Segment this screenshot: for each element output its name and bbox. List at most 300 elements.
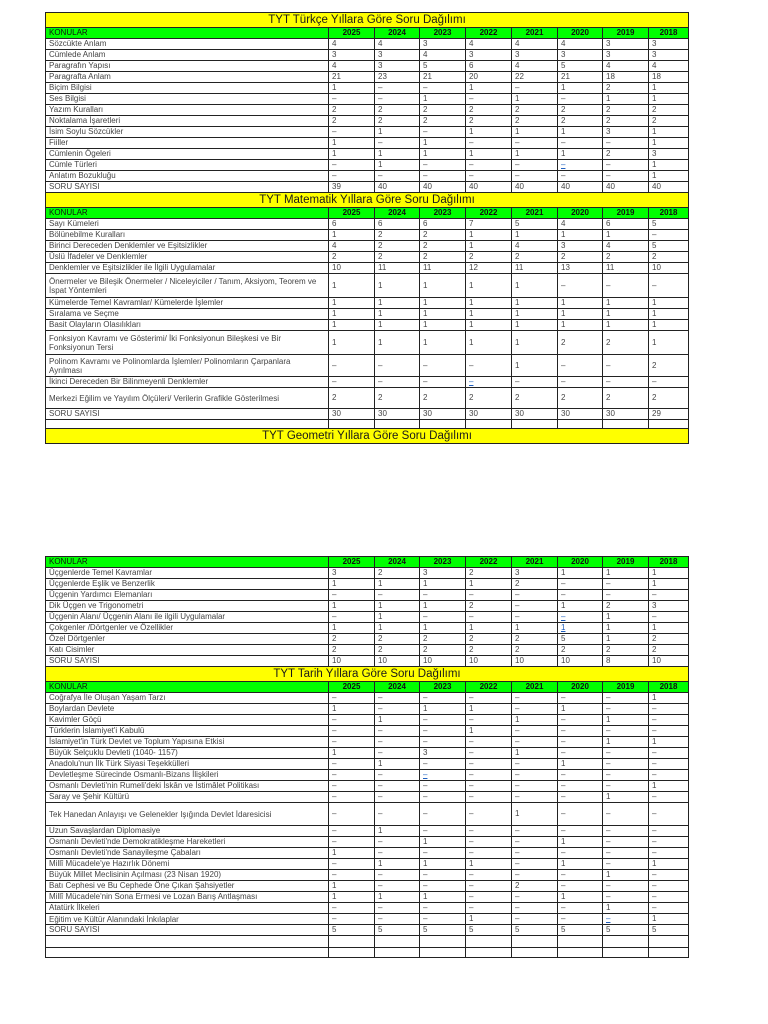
table-row — [46, 320, 689, 331]
count-cell: 1 — [420, 892, 466, 903]
cell-link[interactable]: – — [469, 377, 474, 386]
count-cell: 2 — [558, 331, 603, 355]
count-cell: 2 — [420, 388, 466, 409]
count-cell: 4 — [329, 241, 375, 252]
count-cell: – — [329, 737, 375, 748]
count-cell: – — [558, 826, 603, 837]
topic-cell: Sayı Kümeleri — [46, 219, 329, 230]
konular-header: KONULAR — [46, 682, 329, 693]
count-cell: 3 — [558, 241, 603, 252]
count-cell: – — [329, 859, 375, 870]
empty-cell — [558, 420, 603, 429]
table-row — [46, 612, 689, 623]
count-cell: 1 — [329, 309, 375, 320]
count-cell: 1 — [603, 230, 649, 241]
topic-cell: Birinci Dereceden Denklemler ve Eşitsizlikler — [46, 241, 329, 252]
topic-cell: Coğrafya İle Oluşan Yaşam Tarzı — [46, 693, 329, 704]
topic-cell: Millî Mücadele'nin Sona Ermesi ve Lozan Barış Antlaşması — [46, 892, 329, 903]
count-cell: 2 — [420, 116, 466, 127]
count-cell: – — [466, 770, 512, 781]
count-cell: 1 — [649, 568, 689, 579]
count-cell: – — [649, 274, 689, 298]
count-cell: 1 — [375, 274, 420, 298]
count-cell: – — [329, 759, 375, 770]
count-cell: 1 — [558, 568, 603, 579]
count-cell: – — [420, 903, 466, 914]
count-cell: 4 — [466, 39, 512, 50]
count-cell: 2 — [512, 645, 558, 656]
topic-cell: Uzun Savaşlardan Diplomasiye — [46, 826, 329, 837]
empty-cell — [603, 948, 649, 958]
count-cell: – — [375, 704, 420, 715]
count-cell: 4 — [603, 241, 649, 252]
count-cell: 1 — [375, 298, 420, 309]
count-cell: 1 — [558, 149, 603, 160]
count-cell: – — [649, 903, 689, 914]
count-cell: – — [649, 748, 689, 759]
count-cell: 3 — [375, 50, 420, 61]
count-cell: 1 — [466, 127, 512, 138]
count-cell: 1 — [649, 94, 689, 105]
count-cell: 6 — [603, 219, 649, 230]
count-cell: – — [420, 848, 466, 859]
table-row — [46, 105, 689, 116]
topic-cell: Saray ve Şehir Kültürü — [46, 792, 329, 803]
topic-cell: Kümelerde Temel Kavramlar/ Kümelerde İşlemler — [46, 298, 329, 309]
count-cell: – — [512, 601, 558, 612]
tarih-total-row — [46, 925, 689, 936]
count-cell: 1 — [512, 320, 558, 331]
count-cell: 1 — [512, 298, 558, 309]
topic-cell: Özel Dörtgenler — [46, 634, 329, 645]
count-cell: 1 — [375, 612, 420, 623]
count-cell: – — [603, 770, 649, 781]
empty-row — [46, 948, 689, 958]
count-cell: – — [512, 759, 558, 770]
count-cell: – — [558, 737, 603, 748]
count-cell: 1 — [466, 726, 512, 737]
year-header: 2020 — [558, 557, 603, 568]
year-header: 2022 — [466, 557, 512, 568]
count-cell: – — [420, 792, 466, 803]
count-cell: – — [512, 792, 558, 803]
count-cell: 1 — [649, 579, 689, 590]
count-cell: 3 — [420, 39, 466, 50]
count-cell: 1 — [558, 892, 603, 903]
matematik-total-row — [46, 409, 689, 420]
count-cell: – — [558, 377, 603, 388]
count-cell: – — [649, 837, 689, 848]
count-cell: – — [375, 737, 420, 748]
count-cell: 2 — [603, 645, 649, 656]
count-cell: – — [329, 803, 375, 826]
year-header: 2024 — [375, 28, 420, 39]
topic-cell: Tek Hanedan Anlayışı ve Gelenekler Işığında Devlet İdaresicisi — [46, 803, 329, 826]
count-cell: 1 — [603, 612, 649, 623]
topic-cell: Cümlede Anlam — [46, 50, 329, 61]
empty-cell — [420, 420, 466, 429]
count-cell: – — [466, 693, 512, 704]
count-cell — [466, 377, 512, 388]
count-cell: 30 — [512, 409, 558, 420]
count-cell: – — [329, 171, 375, 182]
count-cell: 1 — [649, 693, 689, 704]
count-cell: – — [603, 859, 649, 870]
count-cell: 2 — [603, 116, 649, 127]
cell-link[interactable]: – — [606, 914, 611, 923]
count-cell: 1 — [603, 94, 649, 105]
year-header: 2019 — [603, 28, 649, 39]
count-cell: 1 — [649, 320, 689, 331]
count-cell: 1 — [466, 298, 512, 309]
cell-link[interactable]: 1 — [561, 623, 566, 632]
count-cell: 2 — [512, 388, 558, 409]
count-cell: – — [603, 704, 649, 715]
count-cell: 10 — [466, 656, 512, 667]
count-cell: 2 — [420, 252, 466, 263]
count-cell: – — [558, 94, 603, 105]
year-header: 2020 — [558, 28, 603, 39]
count-cell: 2 — [329, 388, 375, 409]
count-cell: 21 — [558, 72, 603, 83]
topic-cell: Boylardan Devlete — [46, 704, 329, 715]
count-cell: 10 — [329, 656, 375, 667]
count-cell: 1 — [512, 803, 558, 826]
count-cell: – — [512, 737, 558, 748]
count-cell: 2 — [603, 388, 649, 409]
count-cell: 1 — [375, 859, 420, 870]
count-cell: – — [420, 355, 466, 377]
count-cell: 1 — [420, 94, 466, 105]
count-cell: 30 — [420, 409, 466, 420]
count-cell: 1 — [558, 298, 603, 309]
count-cell: – — [375, 83, 420, 94]
count-cell: 2 — [420, 645, 466, 656]
count-cell: – — [512, 590, 558, 601]
count-cell: – — [512, 848, 558, 859]
spreadsheet-block-1 — [45, 12, 689, 444]
count-cell: – — [375, 803, 420, 826]
count-cell: – — [649, 759, 689, 770]
count-cell: 5 — [558, 61, 603, 72]
count-cell: 1 — [512, 715, 558, 726]
count-cell: – — [558, 781, 603, 792]
count-cell: – — [603, 590, 649, 601]
year-header: 2025 — [329, 28, 375, 39]
count-cell: – — [329, 826, 375, 837]
count-cell: 1 — [603, 634, 649, 645]
count-cell: 6 — [466, 61, 512, 72]
count-cell: 1 — [466, 579, 512, 590]
tarih-section-title: TYT Tarih Yıllara Göre Soru Dağılımı — [46, 667, 689, 682]
count-cell: 2 — [512, 881, 558, 892]
count-cell: – — [466, 160, 512, 171]
count-cell: 2 — [375, 568, 420, 579]
count-cell: 1 — [649, 309, 689, 320]
empty-cell — [466, 420, 512, 429]
count-cell: – — [649, 870, 689, 881]
count-cell: 1 — [558, 83, 603, 94]
count-cell: 5 — [466, 925, 512, 936]
empty-cell — [46, 948, 329, 958]
count-cell: – — [558, 138, 603, 149]
year-header: 2025 — [329, 208, 375, 219]
count-cell: 21 — [420, 72, 466, 83]
count-cell: – — [466, 892, 512, 903]
topic-cell: Yazım Kuralları — [46, 105, 329, 116]
count-cell: 1 — [329, 579, 375, 590]
count-cell: 3 — [512, 568, 558, 579]
count-cell: 1 — [329, 748, 375, 759]
count-cell: 4 — [420, 50, 466, 61]
count-cell: – — [603, 759, 649, 770]
count-cell: 4 — [329, 39, 375, 50]
count-cell: – — [558, 693, 603, 704]
table-row — [46, 39, 689, 50]
count-cell: – — [375, 748, 420, 759]
count-cell: 1 — [420, 837, 466, 848]
count-cell: – — [375, 881, 420, 892]
table-row — [46, 623, 689, 634]
count-cell: 1 — [466, 914, 512, 925]
count-cell: – — [375, 848, 420, 859]
count-cell: 40 — [512, 182, 558, 193]
count-cell: – — [329, 355, 375, 377]
count-cell: 1 — [649, 914, 689, 925]
count-cell: 1 — [603, 903, 649, 914]
count-cell: 1 — [420, 704, 466, 715]
table-row — [46, 298, 689, 309]
count-cell: 1 — [466, 704, 512, 715]
table-row — [46, 859, 689, 870]
year-header: 2020 — [558, 682, 603, 693]
topic-cell: Fonksiyon Kavramı ve Gösterimi/ İki Fonksiyonun Bileşkesi ve Bir Fonksiyonun Tersi — [46, 331, 329, 355]
empty-cell — [558, 948, 603, 958]
count-cell: 1 — [558, 127, 603, 138]
year-header: 2018 — [649, 208, 689, 219]
topic-cell: Polinom Kavramı ve Polinomlarda İşlemler/ Polinomların Çarpanlara Ayrılması — [46, 355, 329, 377]
turkce-title-row — [46, 13, 689, 28]
count-cell: 1 — [329, 704, 375, 715]
count-cell: 1 — [512, 309, 558, 320]
count-cell: – — [375, 781, 420, 792]
topic-cell: Osmanlı Devleti'nde Sanayileşme Çabaları — [46, 848, 329, 859]
count-cell — [558, 612, 603, 623]
count-cell: 30 — [603, 409, 649, 420]
count-cell: – — [558, 792, 603, 803]
count-cell: 3 — [329, 50, 375, 61]
count-cell: 5 — [649, 925, 689, 936]
count-cell: – — [512, 138, 558, 149]
topic-cell: Dik Üçgen ve Trigonometri — [46, 601, 329, 612]
year-header: 2022 — [466, 28, 512, 39]
count-cell: – — [375, 792, 420, 803]
empty-cell — [603, 420, 649, 429]
count-cell: 1 — [649, 623, 689, 634]
table-row — [46, 252, 689, 263]
table-row — [46, 903, 689, 914]
count-cell: 40 — [420, 182, 466, 193]
count-cell: 2 — [558, 645, 603, 656]
empty-cell — [466, 936, 512, 948]
count-cell: – — [466, 737, 512, 748]
count-cell: – — [420, 377, 466, 388]
empty-cell — [512, 936, 558, 948]
table-row — [46, 72, 689, 83]
count-cell: 2 — [466, 252, 512, 263]
count-cell: 2 — [329, 634, 375, 645]
table-row — [46, 634, 689, 645]
count-cell: – — [512, 892, 558, 903]
count-cell: 2 — [420, 634, 466, 645]
empty-cell — [329, 936, 375, 948]
count-cell: 1 — [558, 601, 603, 612]
count-cell: 1 — [329, 848, 375, 859]
count-cell: 1 — [466, 320, 512, 331]
count-cell: 2 — [603, 601, 649, 612]
count-cell: 2 — [420, 105, 466, 116]
count-cell: – — [512, 859, 558, 870]
count-cell: – — [329, 160, 375, 171]
cell-link[interactable]: – — [561, 612, 566, 621]
count-cell: 1 — [512, 230, 558, 241]
count-cell: – — [603, 781, 649, 792]
count-cell: 3 — [558, 50, 603, 61]
geometri-section-title: TYT Geometri Yıllara Göre Soru Dağılımı — [46, 429, 689, 444]
count-cell: 1 — [420, 298, 466, 309]
count-cell: 1 — [649, 160, 689, 171]
count-cell: – — [558, 171, 603, 182]
empty-row — [46, 936, 689, 948]
count-cell: 3 — [375, 61, 420, 72]
count-cell: – — [603, 138, 649, 149]
topic-cell: SORU SAYISI — [46, 182, 329, 193]
count-cell: 30 — [375, 409, 420, 420]
count-cell: – — [466, 759, 512, 770]
topic-cell: Paragrafta Anlam — [46, 72, 329, 83]
geometri-title-row — [46, 429, 689, 444]
count-cell: 2 — [375, 241, 420, 252]
topic-cell: Millî Mücadele'ye Hazırlık Dönemi — [46, 859, 329, 870]
year-header: 2019 — [603, 682, 649, 693]
count-cell: – — [375, 355, 420, 377]
cell-link[interactable]: – — [423, 770, 428, 779]
count-cell: 1 — [603, 568, 649, 579]
count-cell: 1 — [329, 149, 375, 160]
count-cell: 1 — [329, 230, 375, 241]
count-cell: – — [603, 826, 649, 837]
count-cell: 2 — [649, 252, 689, 263]
year-header: 2021 — [512, 682, 558, 693]
table-row — [46, 781, 689, 792]
count-cell: – — [420, 870, 466, 881]
count-cell: – — [512, 612, 558, 623]
count-cell: 1 — [558, 230, 603, 241]
count-cell: – — [603, 837, 649, 848]
table-row — [46, 274, 689, 298]
topic-cell: Paragrafın Yapısı — [46, 61, 329, 72]
count-cell: 30 — [466, 409, 512, 420]
empty-cell — [420, 936, 466, 948]
count-cell: 1 — [329, 881, 375, 892]
konular-header: KONULAR — [46, 557, 329, 568]
count-cell: – — [558, 903, 603, 914]
count-cell: 1 — [420, 623, 466, 634]
count-cell: 3 — [649, 50, 689, 61]
count-cell: – — [603, 726, 649, 737]
count-cell: 1 — [558, 320, 603, 331]
topic-cell: SORU SAYISI — [46, 656, 329, 667]
count-cell: 3 — [329, 568, 375, 579]
count-cell: 2 — [375, 105, 420, 116]
topic-cell: Noktalama İşaretleri — [46, 116, 329, 127]
count-cell: 3 — [649, 39, 689, 50]
count-cell: – — [558, 848, 603, 859]
cell-link[interactable]: – — [561, 160, 566, 169]
count-cell: – — [603, 160, 649, 171]
count-cell: – — [558, 803, 603, 826]
table-row — [46, 848, 689, 859]
count-cell: 4 — [512, 39, 558, 50]
empty-cell — [420, 948, 466, 958]
count-cell: – — [329, 612, 375, 623]
count-cell: 2 — [466, 601, 512, 612]
count-cell: 5 — [558, 634, 603, 645]
count-cell: 4 — [329, 61, 375, 72]
table-row — [46, 355, 689, 377]
table-row — [46, 770, 689, 781]
table-row — [46, 693, 689, 704]
topic-cell: Sözcükte Anlam — [46, 39, 329, 50]
count-cell: – — [466, 803, 512, 826]
count-cell: – — [375, 903, 420, 914]
table-row — [46, 83, 689, 94]
table-row — [46, 748, 689, 759]
konular-header: KONULAR — [46, 28, 329, 39]
topic-cell: Üslü İfadeler ve Denklemler — [46, 252, 329, 263]
year-header: 2024 — [375, 557, 420, 568]
year-header: 2025 — [329, 557, 375, 568]
matematik-title-row — [46, 193, 689, 208]
count-cell: – — [329, 837, 375, 848]
count-cell: 2 — [466, 105, 512, 116]
table-row — [46, 759, 689, 770]
count-cell: 1 — [420, 320, 466, 331]
year-header: 2018 — [649, 557, 689, 568]
count-cell: – — [512, 903, 558, 914]
count-cell: 2 — [558, 388, 603, 409]
count-cell: 1 — [420, 601, 466, 612]
count-cell: – — [375, 94, 420, 105]
topic-cell: Üçgenin Yardımcı Elemanları — [46, 590, 329, 601]
count-cell: 2 — [466, 634, 512, 645]
table-row — [46, 590, 689, 601]
count-cell: – — [375, 171, 420, 182]
count-cell: – — [466, 612, 512, 623]
tarih-title-row — [46, 667, 689, 682]
count-cell: 1 — [466, 241, 512, 252]
topic-cell: Devletleşme Sürecinde Osmanlı-Bizans İlişkileri — [46, 770, 329, 781]
topic-cell: Sıralama ve Seçme — [46, 309, 329, 320]
count-cell: – — [375, 870, 420, 881]
count-cell: 1 — [649, 737, 689, 748]
count-cell: – — [375, 914, 420, 925]
count-cell: 2 — [375, 388, 420, 409]
count-cell: – — [558, 770, 603, 781]
count-cell: 1 — [649, 781, 689, 792]
count-cell: 3 — [512, 50, 558, 61]
topic-cell: Ses Bilgisi — [46, 94, 329, 105]
